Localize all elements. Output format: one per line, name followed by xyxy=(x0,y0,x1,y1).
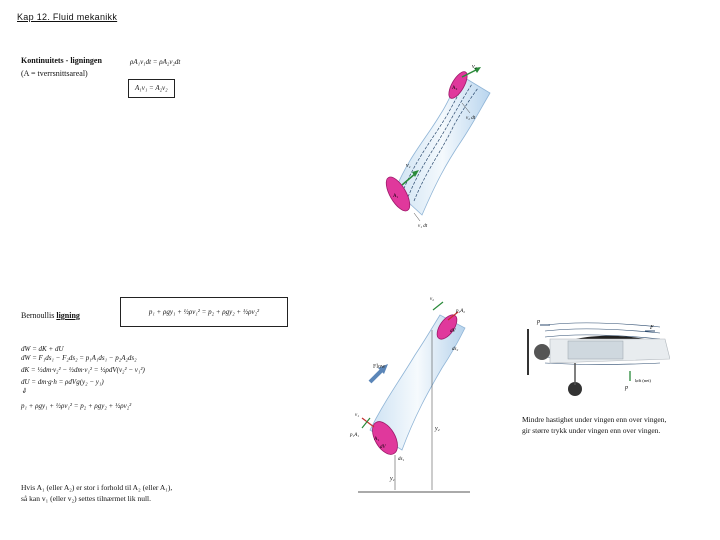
label-p-bottom: p xyxy=(625,385,628,391)
label-v1: v₁ xyxy=(355,413,359,418)
airplane-caption-line-2: gir større trykk under vingen enn over vingen. xyxy=(522,426,661,435)
bernoulli-note-line-1: Hvis A₁ (eller A₂) er stor i forhold til A₂ (eller A₁), xyxy=(21,483,173,492)
continuity-title: Kontinuitets - ligningen xyxy=(21,56,102,65)
label-y1: y₁ xyxy=(390,476,395,482)
label-p1a1: p₁A₁ xyxy=(350,433,360,438)
v2-velocity-arrow xyxy=(433,302,443,310)
label-ds1: ds₁ xyxy=(398,457,405,462)
airplane-caption xyxy=(522,414,666,436)
bernoulli-note-line-2: så kan v₁ (eller v₂) settes tilnærmet lik null. xyxy=(21,494,151,503)
label-dv-bottom: dV xyxy=(380,445,386,450)
label-v1dt: v₁ dt xyxy=(418,224,428,229)
continuity-equation: ρA₁v₁dt = ρA₂v₂dt xyxy=(130,58,181,66)
continuity-tube-diagram xyxy=(340,55,510,245)
engine-cowling xyxy=(534,344,550,360)
label-flow: Flow xyxy=(373,364,386,370)
continuity-equation-box: A₁v₁ = A₂v₂ xyxy=(128,79,175,98)
label-p-top: p xyxy=(537,319,540,325)
derivation-line-4: dU = dm·g·h = ρdVg(y₂ − y₁) xyxy=(21,378,104,386)
continuity-area-note: (A = tverrsnittsareal) xyxy=(21,69,88,78)
bernoulli-equation-box: p₁ + ρgy₁ + ½ρv₁² = p₂ + ρgy₂ + ½ρv₂² xyxy=(120,297,288,327)
derivation-block xyxy=(21,345,145,411)
v1dt-marker xyxy=(414,213,420,221)
bernoulli-title xyxy=(21,311,80,321)
airplane-caption-line-1: Mindre hastighet under vingen enn over vingen, xyxy=(522,415,667,424)
label-dv-top: dV xyxy=(450,329,456,334)
label-lift: løft (net) xyxy=(635,378,651,383)
bernoulli-pipe-diagram xyxy=(340,290,480,500)
cockpit-window xyxy=(568,341,623,359)
label-y2: y₂ xyxy=(435,426,440,432)
bernoulli-title-emph: ligning xyxy=(56,311,80,320)
slide-title: Kap 12. Fluid mekanikk xyxy=(17,12,118,22)
label-f-side: F xyxy=(650,325,654,331)
derivation-result: p₁ + ρgy₁ + ½ρv₁² = p₂ + ρgy₂ + ½ρv₂² xyxy=(21,402,132,410)
label-ds2: ds₂ xyxy=(452,347,459,352)
label-v2: v₂ xyxy=(472,64,477,70)
bernoulli-title-prefix: Bernoullis xyxy=(21,311,57,320)
label-v1: v₁ xyxy=(406,163,411,169)
bernoulli-note xyxy=(21,482,172,504)
derivation-line-1: dW = dK + dU xyxy=(21,345,64,353)
flow-tube xyxy=(395,75,490,215)
derivation-line-2: dW = F₁ds₁ − F₂ds₂ = p₁A₁ds₁ − p₂A₂ds₂ xyxy=(21,354,137,362)
label-v2: v₂ xyxy=(430,297,434,302)
label-a1: A₁ xyxy=(374,437,380,442)
label-a2: A₂ xyxy=(452,86,458,91)
derivation-arrow: ⇓ xyxy=(21,387,27,395)
label-v2dt: v₂ dt xyxy=(466,116,476,121)
label-a1: A₁ xyxy=(393,194,399,199)
airplane-diagram xyxy=(520,315,670,405)
derivation-line-3: dK = ½dm·v₂² − ½dm·v₁² = ½ρdV(v₂² − v₁²) xyxy=(21,366,145,374)
label-p2a2: p₂A₂ xyxy=(456,309,466,314)
